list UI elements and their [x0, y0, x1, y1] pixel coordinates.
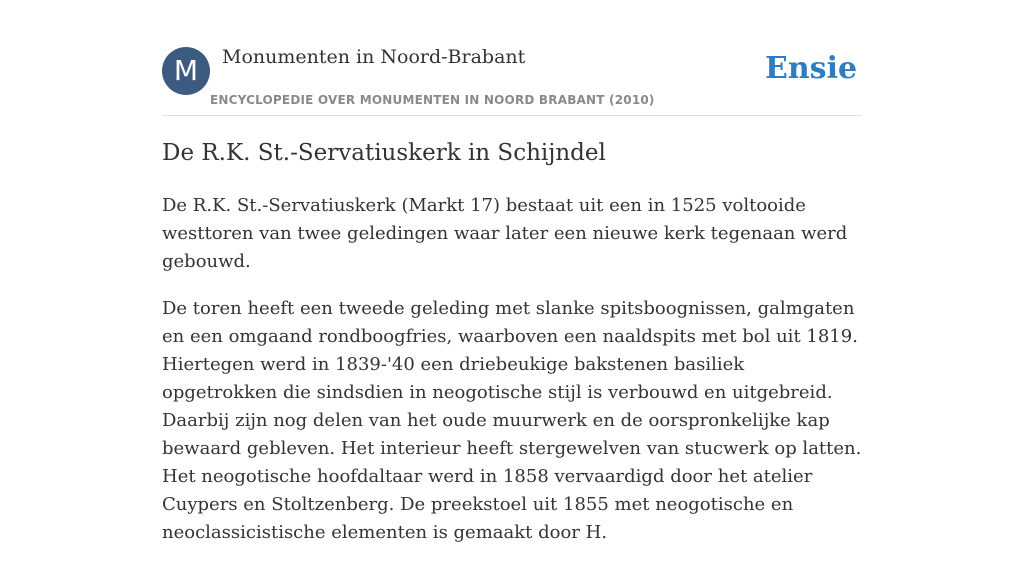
- article-paragraph: De toren heeft een tweede geleding met slanke spitsboognissen, galmgaten en een omgaand rondboogfries, waarboven een naaldspits met bol uit 1819. Hiertegen werd in 1839-'40 een driebeukige bakstenen basiliek opgetrokken die sindsdien in neogotische stijl is verbouwd en uitgebreid. Daarbij zijn nog delen van het oude muurwerk en de oorspronkelijke kap bewaard gebleven. Het interieur heeft stergewelven van stucwerk op latten. Het neogotische hoofdaltaar werd in 1858 vervaardigd door het atelier Cuypers en Stoltzenberg. De preekstoel uit 1855 met neogotische en neoclassicistische elementen is gemaakt door H.: [162, 298, 862, 543]
- source-title[interactable]: Monumenten in Noord-Brabant: [222, 46, 526, 68]
- avatar[interactable]: M: [162, 47, 210, 95]
- article-body: [162, 192, 862, 566]
- source-subtitle: ENCYCLOPEDIE OVER MONUMENTEN IN NOORD BRABANT (2010): [210, 93, 655, 107]
- article-paragraph: De R.K. St.-Servatiuskerk (Markt 17) bestaat uit een in 1525 voltooide westtoren van twee geledingen waar later een nieuwe kerk tegenaan werd gebouwd.: [162, 195, 848, 272]
- header-divider: [162, 115, 862, 116]
- article-title: De R.K. St.-Servatiuskerk in Schijndel: [162, 140, 606, 166]
- brand-logo[interactable]: Ensie: [765, 51, 858, 86]
